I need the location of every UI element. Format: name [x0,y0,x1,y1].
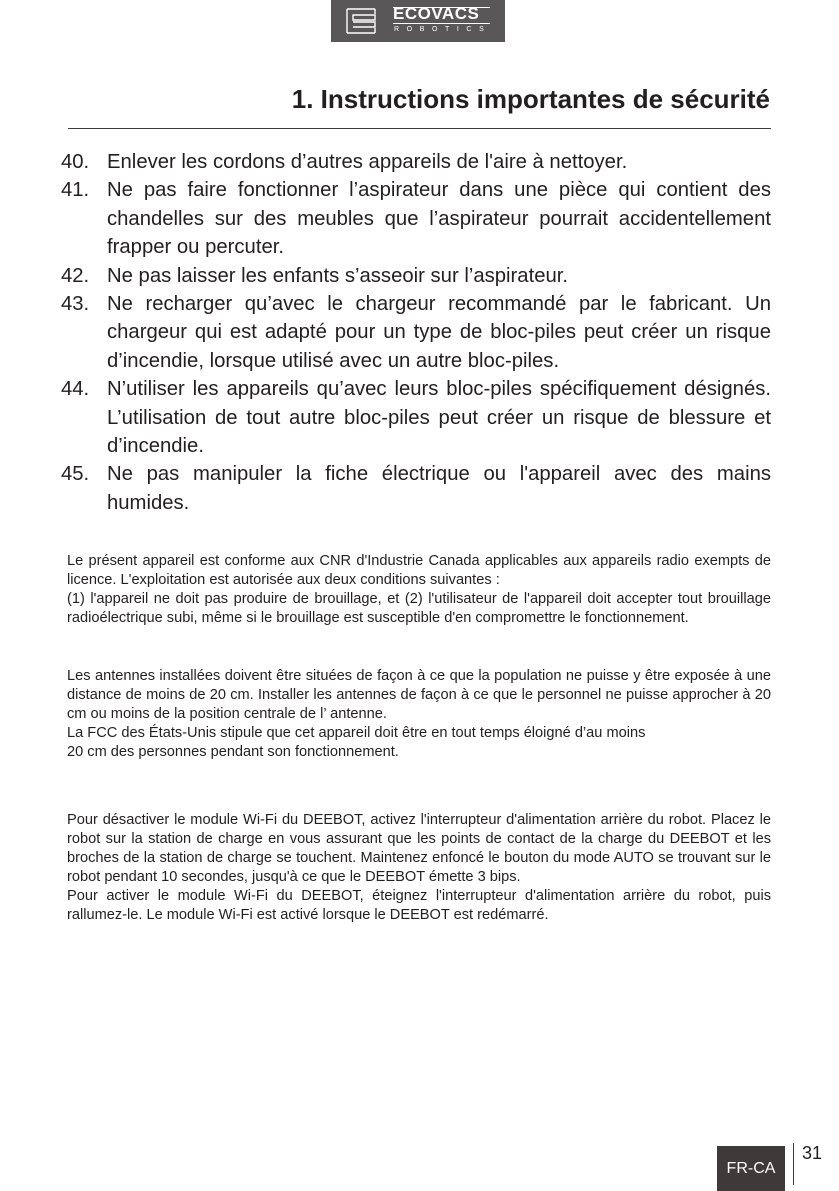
ic-compliance-paragraph [67,552,771,628]
list-item [61,176,771,261]
logo-brand: ECOVACS [393,4,480,23]
item-number: 43. [61,293,90,316]
ecovacs-logo [331,0,505,42]
ic-conditions: (1) l'appareil ne doit pas produire de brouillage, et (2) l'utilisateur de l'appareil doit accepter tout brouillage radioélectrique subi, même si le brouillage est susceptible d'en compromettre le fonctionnement. [67,590,771,626]
item-number: 42. [61,264,90,287]
ic-statement: Le présent appareil est conforme aux CNR d'Industrie Canada applicables aux appareils radio exempts de licence. L'exploitation est autorisée aux deux conditions suivantes : [67,553,771,588]
footer-divider [793,1143,794,1185]
item-text: Ne pas laisser les enfants s’asseoir sur l’aspirateur. [107,264,569,287]
item-number: 45. [61,463,90,486]
language-badge: FR-CA [717,1146,785,1191]
item-text: Ne pas faire fonctionner l’aspirateur dans une pièce qui contient des chandelles sur des meubles que l’aspirateur pourrait accidentellement frapper ou percuter. [107,179,771,259]
title-divider [68,128,771,129]
list-item [61,460,771,517]
item-text: Ne recharger qu’avec le chargeur recommandé par le fabricant. Un chargeur qui est adapté pour un type de bloc-piles peut créer un risque d’incendie, lorsque utilisé avec un autre bloc-piles. [107,293,771,372]
fcc-statement-line2: 20 cm des personnes pendant son fonctionnement. [67,743,399,760]
section-title: 1. Instructions importantes de sécurité [291,84,770,114]
wifi-disable-instructions: Pour désactiver le module Wi-Fi du DEEBOT, activez l'interrupteur d'alimentation arrière du robot. Placez le robot sur la station de charge en vous assurant que les points de contact de la charge du DEEBOT et les broches de la station de charge se touchent. Maintenez enfoncé le bouton du mode AUTO se trouvant sur le robot pendant 10 secondes, jusqu'à ce que le DEEBOT émette 3 bips. [67,812,771,885]
wifi-enable-instructions: Pour activer le module Wi-Fi du DEEBOT, éteignez l'interrupteur d'alimentation arrière du robot, puis rallumez-le. Le module Wi-Fi est activé lorsque le DEEBOT est redémarré. [67,887,771,923]
antenna-paragraph [67,667,771,762]
item-text: Ne pas manipuler la fiche électrique ou l'appareil avec des mains humides. [107,463,771,514]
ecovacs-emblem-icon [345,8,379,34]
wifi-paragraph [67,811,771,924]
item-text: Enlever les cordons d’autres appareils de l'aire à nettoyer. [107,151,628,173]
list-item [61,262,771,290]
list-item [61,290,771,375]
safety-instructions-list [61,148,771,517]
logo-subtitle: ROBOTICS [394,26,492,33]
list-item [61,375,771,460]
item-text: N’utiliser les appareils qu’avec leurs bloc-piles spécifiquement désignés. L’utilisation de tout autre bloc-piles peut créer un risque de blessure et d’incendie. [107,378,771,458]
item-number: 41. [61,179,90,202]
item-number: 44. [61,378,90,401]
item-number: 40. [61,151,90,173]
page-number: 31 [802,1143,823,1163]
logo-bottom-rule [393,23,490,24]
fcc-statement-line1: La FCC des États-Unis stipule que cet appareil doit être en tout temps éloigné d’au moins [67,724,646,741]
list-item [61,148,771,176]
antenna-statement: Les antennes installées doivent être situées de façon à ce que la population ne puisse y être exposée à une distance de moins de 20 cm. Installer les antennes de façon à ce que le personnel ne puisse approcher à 20 cm ou moins de la position centrale de l’ antenne. [67,668,771,722]
